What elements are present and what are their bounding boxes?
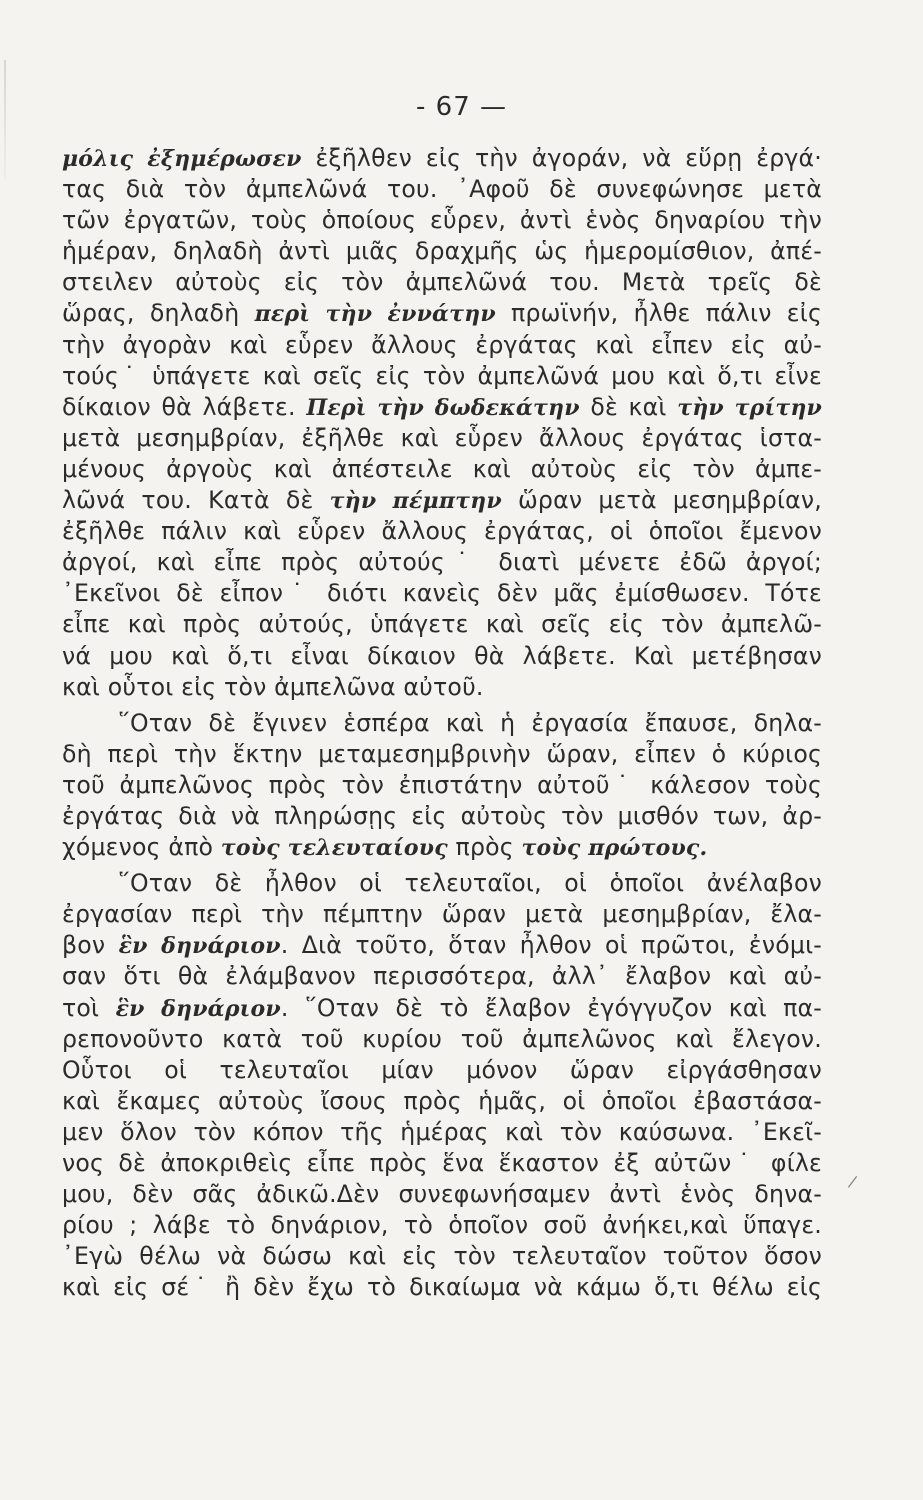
paragraph — [62, 143, 822, 703]
text-segment: . Διὰ τοῦτο, ὅταν ἦλθον οἱ πρῶτοι, ἐνόμι- — [280, 931, 822, 960]
text-segment: λῶνά του. Κατὰ δὲ — [62, 486, 330, 515]
emphasized-phrase: περὶ τὴν ἐννάτην — [254, 301, 496, 328]
text-line — [62, 1179, 822, 1210]
text-segment: χόμενος ἀπὸ — [62, 833, 221, 862]
text-line — [62, 174, 822, 205]
text-segment: τοὶ — [62, 993, 116, 1022]
text-line — [62, 423, 822, 454]
text-segment: μεν ὅλον τὸν κόπον τῆς ἡμέρας καὶ τὸν καύσωνα. ᾿Εκεῖ- — [62, 1117, 822, 1146]
text-line — [62, 361, 822, 392]
paragraph — [62, 868, 822, 1303]
text-segment: μου, δὲν σᾶς ἀδικῶ.Δὲν συνεφωνήσαμεν ἀντὶ ἑνὸς δηνα- — [62, 1180, 822, 1209]
emphasized-phrase: ἓν δηνάριον — [118, 933, 281, 960]
text-line — [62, 708, 822, 739]
emphasized-phrase: ἓν δηνάριον — [115, 995, 281, 1022]
text-segment: ἡμέραν, δηλαδὴ ἀντὶ μιᾶς δραχμῆς ὡς ἡμερομίσθιον, ἀπέ- — [62, 237, 822, 266]
text-segment: πρὸς — [447, 833, 522, 862]
text-line — [62, 868, 822, 899]
text-line — [62, 547, 822, 578]
text-line — [62, 485, 822, 516]
text-segment: νος δὲ ἀποκριθεὶς εἶπε πρὸς ἕνα ἕκαστον ἐξ αὐτῶν˙ φίλε — [62, 1149, 822, 1177]
text-segment: δὲ καὶ — [579, 392, 678, 421]
text-segment: ρεπονοῦντο κατὰ τοῦ κυρίου τοῦ ἀμπελῶνος καὶ ἔλεγον. — [62, 1024, 822, 1053]
text-segment: τὴν ἀγορὰν καὶ εὗρεν ἄλλους ἐργάτας καὶ εἶπεν εἰς αὐ- — [62, 330, 822, 359]
text-line — [62, 1241, 822, 1272]
text-segment: καὶ οὗτοι εἰς τὸν ἀμπελῶνα αὐτοῦ. — [62, 672, 484, 701]
margin-pencil-mark: / — [846, 1171, 859, 1192]
text-segment: . ῞Οταν δὲ τὸ ἔλαβον ἐγόγγυζον καὶ πα- — [280, 993, 822, 1022]
paragraph — [62, 708, 822, 863]
text-segment: νά μου καὶ ὅ,τι εἶναι δίκαιον θὰ λάβετε. Καὶ μετέβησαν — [62, 641, 822, 670]
emphasized-phrase: τοὺς τελευταίους — [220, 835, 448, 862]
text-line — [62, 832, 822, 863]
text-line — [62, 236, 822, 267]
text-line — [62, 1148, 822, 1179]
emphasized-phrase: μόλις ἐξημέρωσεν — [62, 146, 302, 172]
text-line — [62, 993, 822, 1024]
text-line — [62, 267, 822, 298]
text-segment: βον — [62, 931, 119, 960]
text-line — [62, 1086, 822, 1117]
text-segment: ᾿Εγὼ θέλω νὰ δώσω καὶ εἰς τὸν τελευταῖον τοῦτον ὅσον — [62, 1242, 822, 1271]
text-line — [62, 1272, 822, 1303]
text-line — [62, 1117, 822, 1148]
text-segment: δίκαιον θὰ λάβετε. — [62, 392, 307, 421]
text-line — [62, 1210, 822, 1241]
text-line — [62, 801, 822, 832]
text-segment: στειλεν αὐτοὺς εἰς τὸν ἀμπελῶνά του. Μετὰ τρεῖς δὲ — [62, 268, 822, 297]
text-line — [62, 641, 822, 672]
text-segment: ἐξῆλθε πάλιν καὶ εὗρεν ἄλλους ἐργάτας, οἱ ὁποῖοι ἔμενον — [62, 517, 822, 546]
page-number: - 67 — — [416, 92, 507, 122]
body-text — [62, 143, 822, 1303]
text-line — [62, 739, 822, 770]
emphasized-phrase: τοὺς πρώτους. — [521, 835, 708, 862]
text-segment: δὴ περὶ τὴν ἕκτην μεταμεσημβρινὴν ὥραν, εἶπεν ὁ κύριος — [62, 739, 822, 768]
text-line — [62, 609, 822, 640]
text-line — [62, 961, 822, 992]
text-line — [62, 330, 822, 361]
text-segment: ρίου ; λάβε τὸ δηνάριον, τὸ ὁποῖον σοῦ ἀνήκει,καὶ ὕπαγε. — [62, 1211, 822, 1240]
text-segment: ἐξῆλθεν εἰς τὴν ἀγοράν, νὰ εὕρῃ ἐργά· — [301, 144, 822, 172]
text-segment: σαν ὅτι θὰ ἐλάμβανον περισσότερα, ἀλλ᾿ ἔλαβον καὶ αὐ- — [62, 962, 822, 991]
text-segment: ὥρας, δηλαδὴ — [62, 299, 255, 328]
text-line — [62, 899, 822, 930]
text-segment: τοῦ ἀμπελῶνος πρὸς τὸν ἐπιστάτην αὐτοῦ˙ κάλεσον τοὺς — [62, 770, 822, 799]
text-segment: ἐργάτας διὰ νὰ πληρώσῃς εἰς αὐτοὺς τὸν μισθόν των, ἀρ- — [62, 801, 822, 830]
text-line — [62, 454, 822, 485]
text-line — [62, 392, 822, 423]
text-segment: πρωϊνήν, ἦλθε πάλιν εἰς — [495, 299, 822, 328]
text-segment: Οὗτοι οἱ τελευταῖοι μίαν μόνον ὥραν εἰργάσθησαν — [62, 1055, 822, 1084]
text-segment: μένους ἀργοὺς καὶ ἀπέστειλε καὶ αὐτοὺς εἰς τὸν ἀμπε- — [62, 454, 822, 483]
emphasized-phrase: τὴν πέμπτην — [329, 488, 502, 515]
text-line — [62, 516, 822, 547]
text-line — [62, 770, 822, 801]
emphasized-phrase: Περὶ τὴν δωδεκάτην — [306, 394, 580, 421]
text-segment: ἀργοί, καὶ εἶπε πρὸς αὐτούς˙ διατὶ μένετε ἐδῶ ἀργοί; — [62, 548, 822, 577]
text-line — [62, 205, 822, 236]
text-segment: μετὰ μεσημβρίαν, ἐξῆλθε καὶ εὗρεν ἄλλους ἐργάτας ἱστα- — [62, 423, 822, 452]
text-segment: τῶν ἐργατῶν, τοὺς ὁποίους εὗρεν, ἀντὶ ἑνὸς δηναρίου τὴν — [62, 206, 822, 235]
text-segment: ῞Οταν δὲ ἔγινεν ἑσπέρα καὶ ἡ ἐργασία ἔπαυσε, δηλα- — [118, 708, 822, 737]
text-segment: καὶ εἰς σέ˙ ἢ δὲν ἔχω τὸ δικαίωμα νὰ κάμω ὅ,τι θέλω εἰς — [62, 1273, 822, 1302]
emphasized-phrase: τὴν τρίτην — [677, 394, 822, 421]
text-segment: ὥραν μετὰ μεσημβρίαν, — [501, 486, 822, 515]
text-line — [62, 298, 822, 329]
text-segment: ᾿Εκεῖνοι δὲ εἶπον˙ διότι κανεὶς δὲν μᾶς ἐμίσθωσεν. Τότε — [62, 579, 822, 608]
text-segment: ῞Οταν δὲ ἦλθον οἱ τελευταῖοι, οἱ ὁποῖοι ἀνέλαβον — [118, 869, 822, 898]
text-segment: εἶπε καὶ πρὸς αὐτούς, ὑπάγετε καὶ σεῖς εἰς τὸν ἀμπελῶ- — [62, 610, 822, 639]
text-line — [62, 143, 822, 174]
text-segment: ἐργασίαν περὶ τὴν πέμπτην ὥραν μετὰ μεσημβρίαν, ἔλα- — [62, 900, 822, 929]
text-line — [62, 1055, 822, 1086]
text-line — [62, 578, 822, 609]
text-segment: τας διὰ τὸν ἀμπελῶνά του. ᾿Αφοῦ δὲ συνεφώνησε μετὰ — [62, 175, 822, 204]
text-line — [62, 930, 822, 961]
text-segment: τούς˙ ὑπάγετε καὶ σεῖς εἰς τὸν ἀμπελῶνά μου καὶ ὅ,τι εἶνε — [62, 361, 822, 390]
text-line — [62, 672, 822, 703]
text-line — [62, 1024, 822, 1055]
text-segment: καὶ ἔκαμες αὐτοὺς ἴσους πρὸς ἡμᾶς, οἱ ὁποῖοι ἐβαστάσα- — [62, 1086, 822, 1115]
